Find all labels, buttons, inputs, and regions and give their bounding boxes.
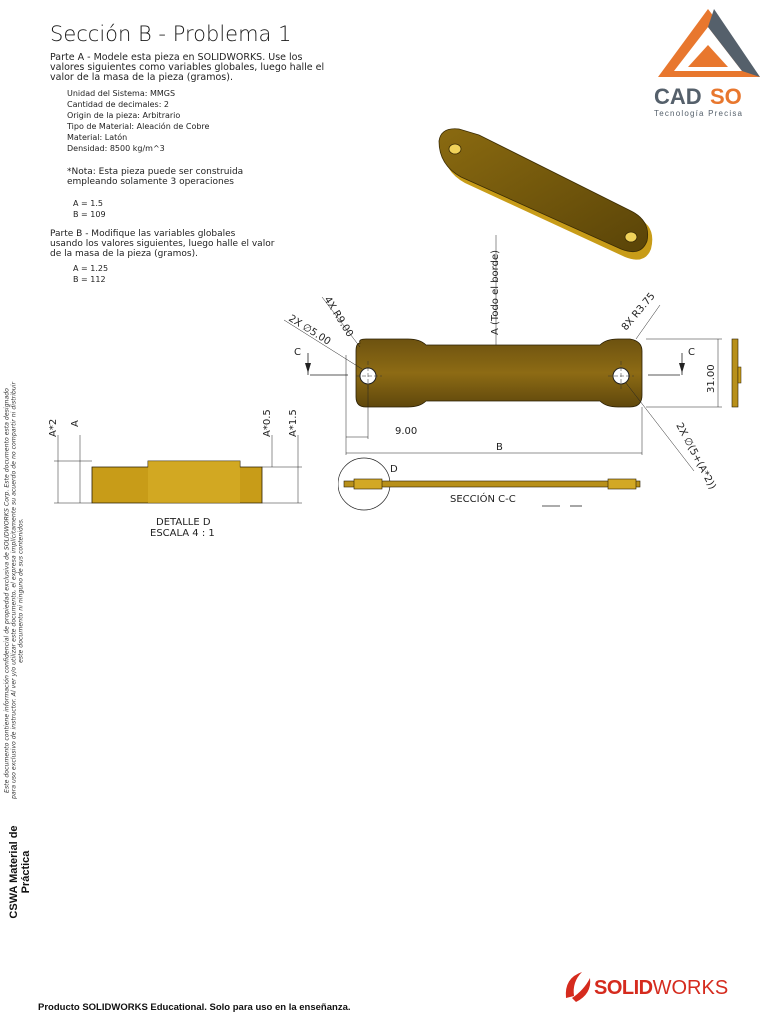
part-a-text [50,53,324,83]
value-item: A = 1.25 [73,264,109,273]
dim-radius-4x: 4X R9.00 [321,294,355,340]
detail-dim-a2: A*2 [48,418,59,437]
cadso-logo [650,5,768,123]
side-label: CSWA Material de Práctica [8,825,32,919]
dim-length: B [496,442,503,453]
part-a-line: valores siguientes como variables globales, luego halle el [50,62,325,73]
section-label: SECCIÓN C-C [450,494,516,505]
section-letter-left: C [294,347,301,358]
dim-height: 31.00 [706,364,717,393]
solidworks-logo-right: WORKS [652,976,729,999]
part-b-text [50,229,274,259]
dim-hole-offset: 9.00 [395,426,418,437]
detail-label: DETALLE D [156,517,211,528]
detail-dim-a: A [70,420,81,427]
solidworks-logo [562,968,728,1008]
value-item: B = 109 [73,210,106,219]
note-line: empleando solamente 3 operaciones [67,177,234,187]
part-a-line: Parte A - Modele esta pieza en SOLIDWORKS. Use los [50,52,303,63]
values-a [73,198,106,220]
part-top-face [439,129,648,252]
detail-dim-a15: A*1.5 [288,409,299,437]
footer-text: Producto SOLIDWORKS Educational. Solo para uso en la enseñanza. [38,1002,351,1013]
logo-brand-left: CAD [654,84,702,109]
solidworks-logo-left: SOLID [594,976,653,999]
hole-left [449,144,461,154]
param-item: Cantidad de decimales: 2 [67,100,170,109]
param-item: Tipo de Material: Aleación de Cobre [67,122,210,131]
param-item: Origin de la pieza: Arbitrario [67,111,181,120]
logo-tagline: Tecnología Precisa [654,109,744,118]
side-legal-text: Este documento contiene información confidencial de propiedad exclusiva de SOLIDWORKS Corp. Este documento esta designado para uso exclusivo de instructor. Al ver y/o utilizar este documento, el expresa implícitamente su acuerdo de no compartir ni distribuir este documento ni ninguno de sus contenidos. [3,381,25,800]
logo-brand-right: SO [710,84,742,109]
detail-letter: D [390,464,398,475]
note-line: *Nota: Esta pieza puede ser construida [67,167,244,177]
ds-icon [562,968,594,1008]
param-item: Material: Latón [67,133,128,142]
part-b-line: Parte B - Modifique las variables globales [50,229,236,239]
parameters-list [67,88,209,154]
section-view [338,456,658,516]
param-item: Densidad: 8500 kg/m^3 [67,144,165,153]
part-b-line: de la masa de la pieza (gramos). [50,249,198,259]
plate-outline [356,339,642,407]
dim-radius-8x: 8X R3.75 [619,290,658,333]
value-item: A = 1.5 [73,199,103,208]
detail-scale: ESCALA 4 : 1 [150,528,215,539]
param-item: Unidad del Sistema: MMGS [67,89,176,98]
dim-holes-b: 2X ∅(5+(A*2)) [673,421,718,492]
section-plate [344,481,640,487]
values-b [73,263,108,285]
detail-dim-a05: A*0.5 [262,409,273,437]
side-view [732,339,738,407]
dim-holes: 2X ∅5.00 [286,313,333,348]
section-letter-right: C [688,347,695,358]
detail-view [40,395,320,545]
part-b-line: usando los valores siguientes, luego halle el valor [50,239,275,249]
value-item: B = 112 [73,275,106,284]
part-a-line: valor de la masa de la pieza (gramos). [50,72,233,83]
page-title: Sección B - Problema 1 [50,22,292,46]
dim-all-around: A (Todo el borde) [490,249,501,335]
note [67,167,243,187]
